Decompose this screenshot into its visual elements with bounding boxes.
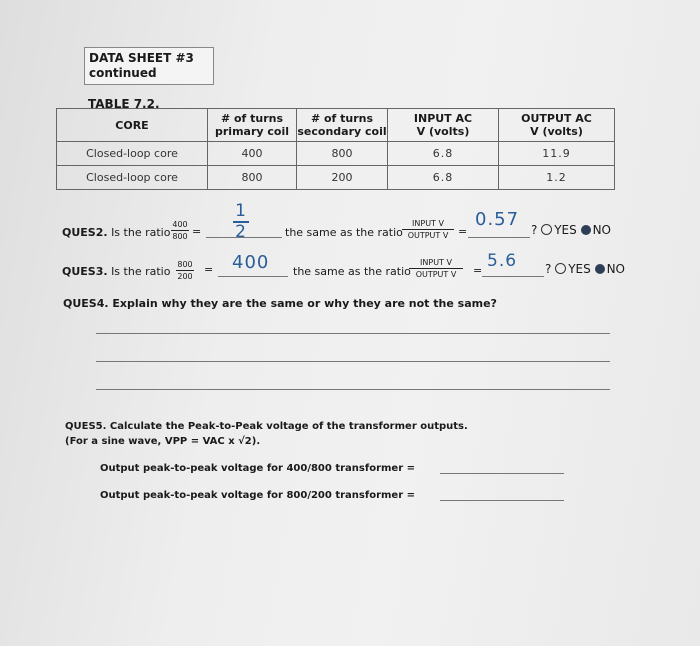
ques2-yes-label: YES: [554, 223, 577, 237]
ques2-prompt: [62, 226, 170, 239]
ques2-qmark: ?: [531, 223, 538, 237]
ques3-qmark: ?: [545, 262, 552, 276]
col-header-input-line2: V (volts): [416, 125, 470, 138]
ques3-equals-2: =: [473, 264, 483, 277]
ques5-label: QUES5.: [65, 421, 107, 432]
ques3-equals: =: [204, 263, 214, 276]
cell-input-handwritten[interactable]: 6.8: [388, 142, 499, 166]
col-header-primary: [208, 109, 297, 142]
ques3-no-radio[interactable]: [595, 264, 605, 274]
ques2-vratio-num: INPUT V: [412, 219, 444, 228]
ques3-same-as: the same as the ratio: [293, 265, 411, 278]
ques5-line2-answer[interactable]: [440, 500, 564, 501]
table-title: TABLE 7.2.: [88, 97, 160, 111]
col-header-input: [388, 109, 499, 142]
ques3-voltage-line: [482, 276, 544, 277]
cell-output-handwritten[interactable]: 1.2: [499, 166, 615, 190]
ques4-answer-line-3[interactable]: [96, 389, 610, 390]
table-header-row: [57, 109, 615, 142]
col-header-secondary-line1: # of turns: [310, 112, 374, 125]
ques3-prompt: [62, 265, 170, 278]
ques3-yes-label: YES: [568, 262, 591, 276]
ques3-text: Is the ratio: [111, 265, 171, 278]
ques3-voltage-fraction: [409, 258, 463, 279]
ques2-label: QUES2.: [62, 226, 108, 239]
ques3-vratio-den: OUTPUT V: [415, 270, 457, 279]
ques3-ratio-den: 200: [177, 272, 193, 281]
ques3-label: QUES3.: [62, 265, 108, 278]
cell-primary: 400: [208, 142, 297, 166]
cell-core: Closed-loop core: [57, 142, 208, 166]
ques4-label: QUES4.: [63, 297, 109, 310]
cell-secondary: 800: [297, 142, 388, 166]
col-header-output-line1: OUTPUT AC: [521, 112, 592, 125]
ques3-yes-radio[interactable]: [555, 263, 566, 274]
ques2-no-label: NO: [592, 223, 611, 237]
ques5-line1-label: Output peak-to-peak voltage for 400/800 transformer =: [100, 463, 416, 474]
sheet-title: DATA SHEET #3: [89, 51, 194, 65]
col-header-output-line2: V (volts): [530, 125, 583, 138]
ques2-text: Is the ratio: [111, 226, 171, 239]
col-header-output: [499, 109, 615, 142]
ques4-answer-line-1[interactable]: [96, 333, 610, 334]
ques2-ratio-num: 400: [172, 220, 188, 229]
ques2-ratio-den: 800: [172, 232, 188, 241]
ques2-yes-radio[interactable]: [541, 224, 552, 235]
ques4-prompt: [63, 297, 497, 310]
cell-primary: 800: [208, 166, 297, 190]
ques2-voltage-fraction: [402, 219, 454, 240]
ques5-line2-label: Output peak-to-peak voltage for 800/200 transformer =: [100, 490, 416, 501]
data-table: [56, 108, 615, 190]
ques5-text: Calculate the Peak-to-Peak voltage of the transformer outputs.: [109, 421, 468, 432]
ques3-ratio-num: 800: [177, 260, 193, 269]
ques2-vratio-den: OUTPUT V: [407, 231, 449, 240]
ques2-answer-den: 2: [235, 222, 247, 242]
ques2-voltage-handwritten[interactable]: 0.57: [475, 209, 520, 230]
ques3-options: [545, 262, 625, 276]
cell-secondary: 200: [297, 166, 388, 190]
table-row: [57, 166, 615, 190]
ques5-formula: (For a sine wave, VPP = VAC x √2).: [65, 436, 261, 447]
ques3-ratio-fraction: [176, 260, 194, 281]
col-header-core: CORE: [57, 109, 208, 142]
ques2-options: [531, 223, 611, 237]
ques5-prompt: [65, 421, 468, 432]
ques4-text: Explain why they are the same or why they are not the same?: [112, 297, 497, 310]
col-header-secondary-line2: secondary coil: [297, 125, 387, 138]
ques3-vratio-num: INPUT V: [420, 258, 452, 267]
ques3-voltage-handwritten[interactable]: 5.6: [487, 251, 518, 271]
ques2-answer-num: 1: [235, 201, 247, 221]
cell-output-handwritten[interactable]: 11.9: [499, 142, 615, 166]
col-header-primary-line2: primary coil: [215, 125, 289, 138]
col-header-primary-line1: # of turns: [220, 112, 284, 125]
ques2-same-as: the same as the ratio: [285, 226, 403, 239]
ques2-voltage-line: [468, 237, 530, 238]
table-row: [57, 142, 615, 166]
ques2-equals: =: [192, 225, 202, 238]
ques2-ratio-fraction: [171, 220, 189, 241]
ques2-no-radio[interactable]: [581, 225, 591, 235]
ques3-answer-handwritten[interactable]: 400: [232, 252, 270, 273]
ques3-no-label: NO: [606, 262, 625, 276]
ques5-line1-answer[interactable]: [440, 473, 564, 474]
ques4-answer-line-2[interactable]: [96, 361, 610, 362]
ques2-answer-handwritten[interactable]: [231, 203, 251, 241]
sheet-subtitle: continued: [89, 66, 157, 80]
cell-core: Closed-loop core: [57, 166, 208, 190]
ques3-answer-line: [218, 276, 288, 277]
sheet-title-box: [84, 47, 214, 85]
col-header-secondary: [297, 109, 388, 142]
cell-input-handwritten[interactable]: 6.8: [388, 166, 499, 190]
ques2-equals-2: =: [458, 225, 468, 238]
col-header-input-line1: INPUT AC: [413, 112, 473, 125]
